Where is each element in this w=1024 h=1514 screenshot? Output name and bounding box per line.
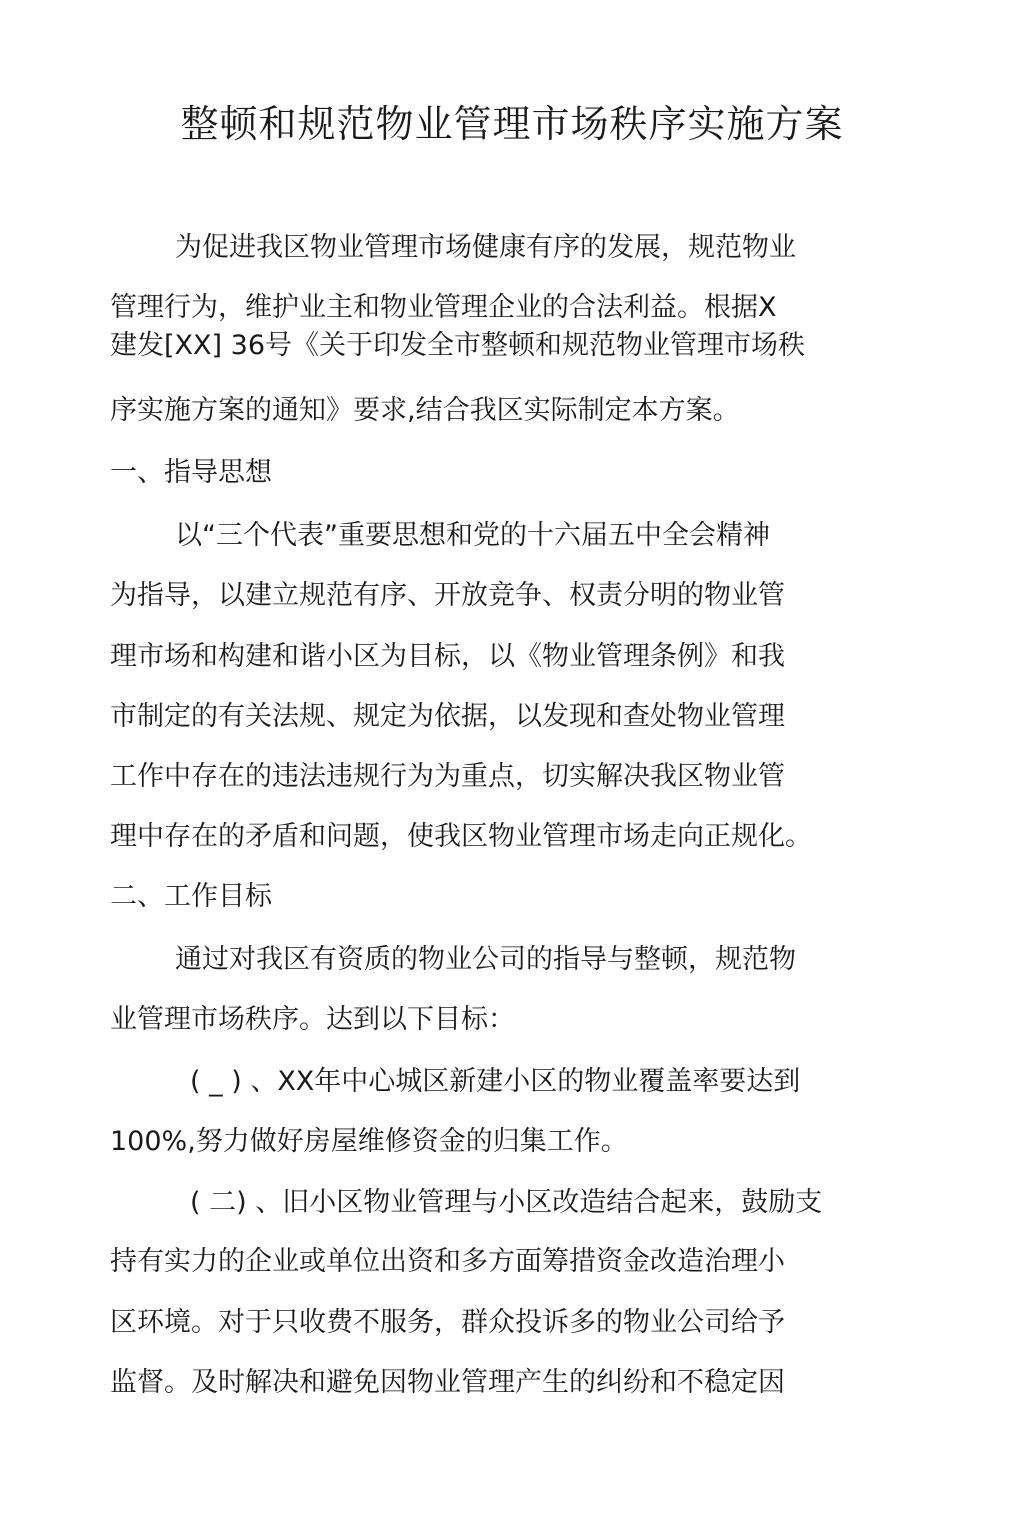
paragraph-line: 监督。及时解决和避免因物业管理产生的纠纷和不稳定因: [110, 1367, 785, 1398]
document-title: 整顿和规范物业管理市场秩序实施方案: [180, 102, 844, 146]
paragraph-line: 序实施方案的通知》要求,结合我区实际制定本方案。: [110, 395, 740, 426]
section-heading: 二、工作目标: [110, 881, 272, 912]
paragraph-line: 持有实力的企业或单位出资和多方面筹措资金改造治理小: [110, 1246, 785, 1277]
paragraph-line: ( 二) 、旧小区物业管理与小区改造结合起来，鼓励支: [190, 1187, 823, 1218]
paragraph-line: 为促进我区物业管理市场健康有序的发展，规范物业: [175, 232, 796, 263]
paragraph-line: 理市场和构建和谐小区为目标，以《物业管理条例》和我: [110, 641, 785, 672]
paragraph-line: 区环境。对于只收费不服务，群众投诉多的物业公司给予: [110, 1307, 785, 1338]
paragraph-line: 为指导，以建立规范有序、开放竞争、权责分明的物业管: [110, 580, 785, 611]
paragraph-line: 理中存在的矛盾和问题，使我区物业管理市场走向正规化。: [110, 821, 812, 852]
paragraph-line: 以“三个代表”重要思想和党的十六届五中全会精神: [175, 520, 770, 551]
paragraph-line: 工作中存在的违法违规行为为重点，切实解决我区物业管: [110, 761, 785, 792]
paragraph-line: 业管理市场秩序。达到以下目标：: [110, 1004, 515, 1035]
paragraph-line: ( _ ) 、XX年中心城区新建小区的物业覆盖率要达到: [190, 1066, 801, 1097]
paragraph-line: 市制定的有关法规、规定为依据，以发现和查处物业管理: [110, 701, 785, 732]
paragraph-line: 通过对我区有资质的物业公司的指导与整顿，规范物: [175, 944, 796, 975]
paragraph-line: 建发[XX] 36号《关于印发全市整顿和规范物业管理市场秩: [110, 330, 805, 361]
paragraph-line: 100%,努力做好房屋维修资金的归集工作。: [110, 1126, 628, 1157]
section-heading: 一、指导思想: [110, 457, 272, 488]
paragraph-line: 管理行为，维护业主和物业管理企业的合法利益。根据X: [110, 292, 777, 323]
